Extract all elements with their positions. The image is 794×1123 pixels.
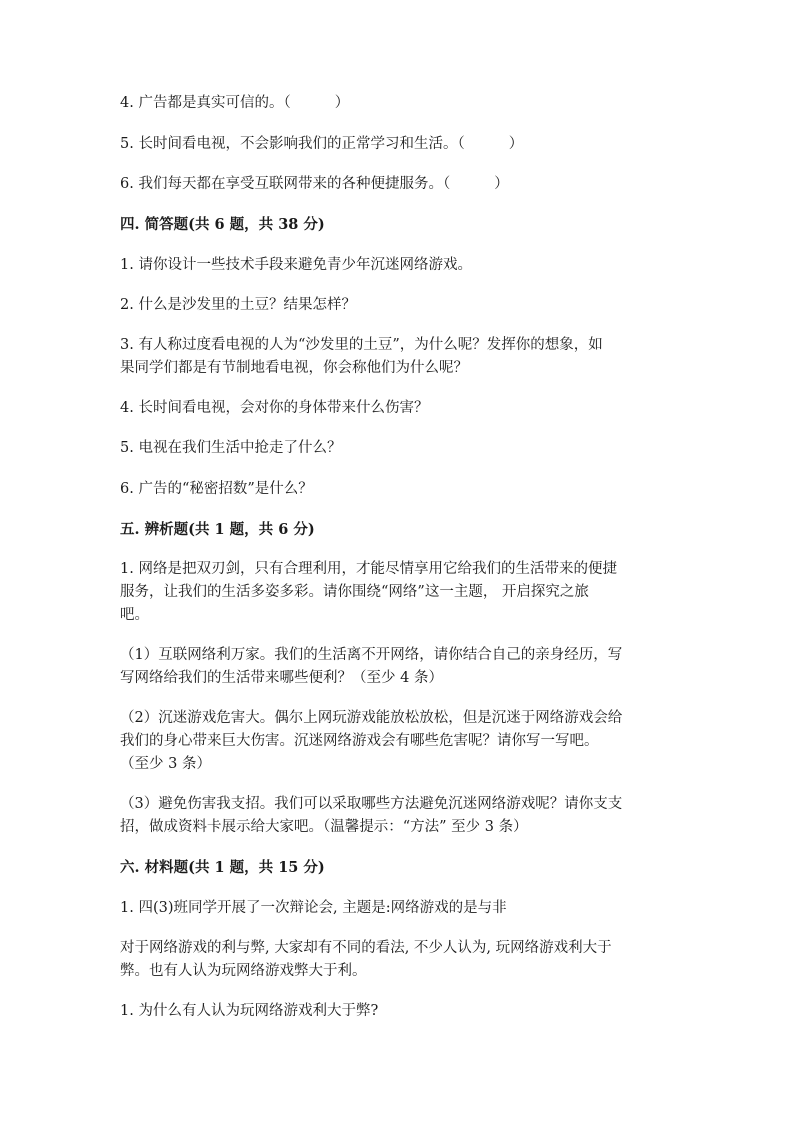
- document-page: [120, 92, 680, 1023]
- section-5-heading: 五. 辨析题(共 1 题，共 6 分): [120, 521, 315, 538]
- section-5-subquestion-1: （1）互联网络利万家。我们的生活离不开网络，请你结合自己的亲身经历，写 写网络给我们的生活带来哪些便利？（至少 4 条）: [120, 647, 623, 686]
- section-4-question-5: 5. 电视在我们生活中抢走了什么？: [120, 440, 342, 456]
- section-4-question-3: 3. 有人称过度看电视的人为“沙发里的土豆”，为什么呢？发挥你的想象，如 果同学们都是有节制地看电视，你会称他们为什么呢？: [120, 337, 603, 376]
- judgement-item-6: 6. 我们每天都在享受互联网带来的各种便捷服务。（ ）: [120, 176, 509, 192]
- judgement-item-5: 5. 长时间看电视，不会影响我们的正常学习和生活。（ ）: [120, 136, 524, 152]
- section-5-subquestion-3: （3）避免伤害我支招。我们可以采取哪些方法避免沉迷网络游戏呢？请你支支 招，做成资料卡展示给大家吧。（温馨提示：“方法” 至少 3 条）: [120, 796, 623, 835]
- section-5-question-1: 1. 网络是把双刃剑，只有合理利用，才能尽情享用它给我们的生活带来的便捷 服务，让我们的生活多姿多彩。请你围绕“网络”这一主题， 开启探究之旅 吧。: [120, 561, 617, 623]
- section-6-heading: 六. 材料题(共 1 题，共 15 分): [120, 859, 325, 876]
- section-4-heading: 四. 简答题(共 6 题，共 38 分): [120, 216, 325, 233]
- section-5-subquestion-2: （2）沉迷游戏危害大。偶尔上网玩游戏能放松放松，但是沉迷于网络游戏会给 我们的身心带来巨大伤害。沉迷网络游戏会有哪些危害呢？请你写一写吧。 （至少 3 条）: [120, 710, 623, 772]
- section-4-question-4: 4. 长时间看电视，会对你的身体带来什么伤害？: [120, 400, 429, 416]
- section-6-material: 对于网络游戏的利与弊, 大家却有不同的看法, 不少人认为, 玩网络游戏利大于 弊。也有人认为玩网络游戏弊大于利。: [120, 940, 612, 979]
- section-4-question-1: 1. 请你设计一些技术手段来避免青少年沉迷网络游戏。: [120, 257, 472, 273]
- judgement-item-4: 4. 广告都是真实可信的。（ ）: [120, 95, 350, 111]
- section-4-question-6: 6. 广告的“秘密招数”是什么？: [120, 481, 313, 497]
- section-4-question-2: 2. 什么是沙发里的土豆？结果怎样？: [120, 297, 356, 313]
- section-6-question-1: 1. 四(3)班同学开展了一次辩论会, 主题是:网络游戏的是与非: [120, 900, 507, 916]
- section-6-subquestion-1: 1. 为什么有人认为玩网络游戏利大于弊?: [120, 1003, 379, 1019]
